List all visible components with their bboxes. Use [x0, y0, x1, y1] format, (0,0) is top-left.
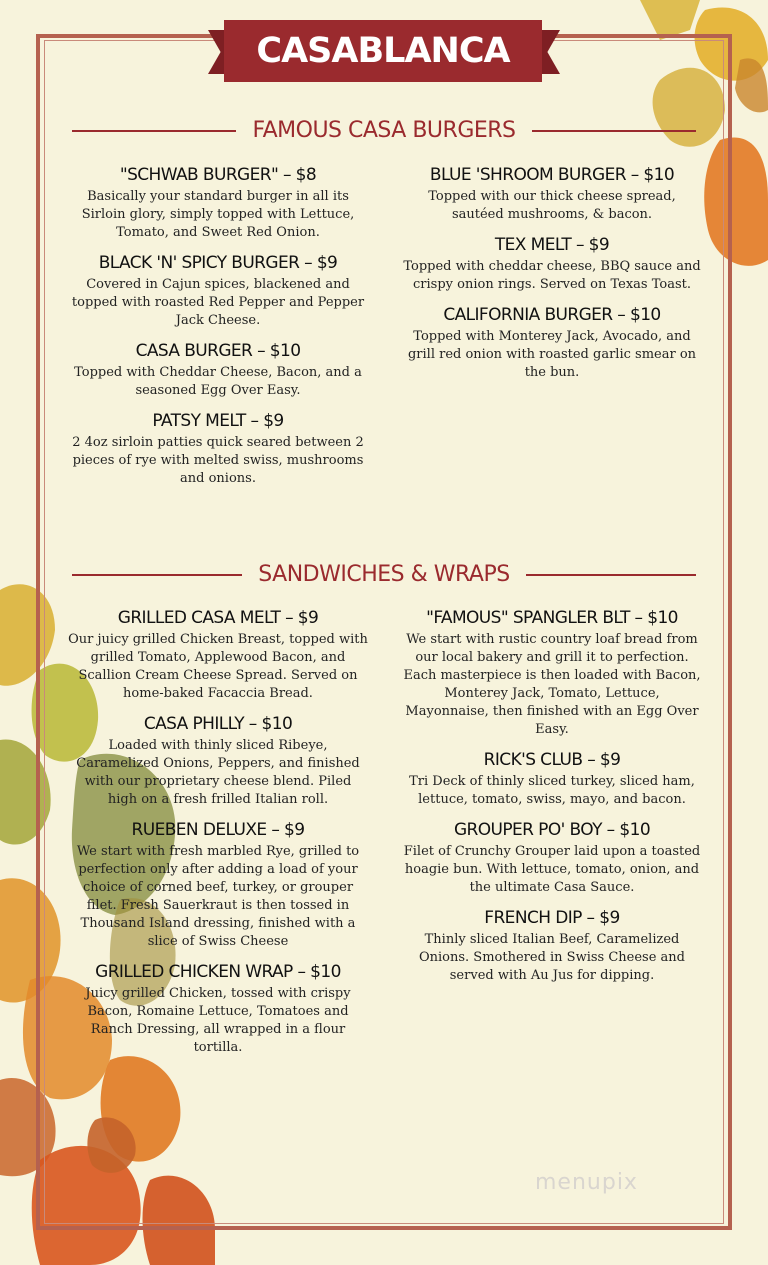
menu-item-description: We start with fresh marbled Rye, grilled to perfection only after adding a load of your choice of corned beef, turkey, or grouper filet. Fresh Sauerkraut is then tossed in Thousand Island dressing, finished with a slice of Swiss Cheese	[76, 844, 360, 949]
menu-item-name: TEX MELT – $9	[494, 235, 610, 255]
menu-item-name: GRILLED CASA MELT – $9	[117, 608, 319, 628]
sandwiches-right-column	[402, 607, 702, 995]
menu-item-name: PATSY MELT – $9	[152, 411, 284, 431]
menu-item-description: Tri Deck of thinly sliced turkey, sliced ham, lettuce, tomato, swiss, mayo, and bacon.	[409, 774, 695, 807]
menu-item	[68, 607, 368, 703]
menu-item	[68, 713, 368, 809]
menu-item	[68, 164, 368, 242]
sandwiches-left-column	[68, 607, 368, 1067]
menu-item-name: GRILLED CHICKEN WRAP – $10	[95, 962, 341, 982]
menu-item-description: Covered in Cajun spices, blackened and topped with roasted Red Pepper and Pepper Jack Cheese.	[71, 277, 365, 328]
watermark: menupix	[535, 1170, 638, 1195]
restaurant-banner	[224, 20, 542, 82]
menu-item-name: RUEBEN DELUXE – $9	[131, 820, 305, 840]
menu-item-description: Topped with our thick cheese spread, sautéed mushrooms, & bacon.	[428, 189, 676, 222]
menu-item	[402, 819, 702, 897]
section-header-burgers	[72, 118, 696, 143]
section-title: SANDWICHES & WRAPS	[258, 562, 510, 587]
menu-item-name: RICK'S CLUB – $9	[483, 750, 621, 770]
menu-item	[68, 961, 368, 1057]
menu-item-description: 2 4oz sirloin patties quick seared between 2 pieces of rye with melted swiss, mushrooms and onions.	[72, 435, 364, 486]
menu-item-name: BLUE 'SHROOM BURGER – $10	[429, 165, 675, 185]
menu-item	[402, 234, 702, 294]
menu-item	[68, 252, 368, 330]
menu-item-name: "SCHWAB BURGER" – $8	[119, 165, 317, 185]
divider	[532, 130, 696, 132]
burgers-left-column	[68, 164, 368, 498]
burgers-right-column	[402, 164, 702, 392]
menu-item-name: BLACK 'N' SPICY BURGER – $9	[98, 253, 338, 273]
menu-item-name: FRENCH DIP – $9	[484, 908, 620, 928]
menu-item-description: Juicy grilled Chicken, tossed with crispy Bacon, Romaine Lettuce, Tomatoes and Ranch Dressing, all wrapped in a flour tortilla.	[85, 986, 351, 1055]
menu-item-name: CASA PHILLY – $10	[143, 714, 293, 734]
menu-item-name: CALIFORNIA BURGER – $10	[443, 305, 661, 325]
menu-item-name: "FAMOUS" SPANGLER BLT – $10	[426, 608, 678, 628]
menu-item-description: Thinly sliced Italian Beef, Caramelized Onions. Smothered in Swiss Cheese and served with Au Jus for dipping.	[418, 932, 685, 983]
menu-item-description: Topped with Monterey Jack, Avocado, and grill red onion with roasted garlic smear on the bun.	[407, 329, 697, 380]
menu-item	[402, 607, 702, 739]
menu-item-name: CASA BURGER – $10	[135, 341, 301, 361]
divider	[526, 574, 696, 576]
section-title: FAMOUS CASA BURGERS	[252, 118, 516, 143]
menu-item	[402, 304, 702, 382]
menu-item-description: Topped with cheddar cheese, BBQ sauce and crispy onion rings. Served on Texas Toast.	[403, 259, 701, 292]
menu-item	[402, 907, 702, 985]
menu-item-description: Basically your standard burger in all its Sirloin glory, simply topped with Lettuce, Tomato, and Sweet Red Onion.	[81, 189, 355, 240]
menu-item-description: We start with rustic country loaf bread from our local bakery and grill it to perfection. Each masterpiece is then loaded with Bacon, Monterey Jack, Tomato, Lettuce, Mayonnaise, then finished with an Egg Over Easy.	[403, 632, 701, 737]
menu-item	[402, 749, 702, 809]
divider	[72, 574, 242, 576]
menu-item-name: GROUPER PO' BOY – $10	[453, 820, 651, 840]
restaurant-name: CASABLANCA	[256, 31, 510, 71]
menu-item-description: Our juicy grilled Chicken Breast, topped with grilled Tomato, Applewood Bacon, and Scallion Cream Cheese Spread. Served on home-baked Facaccia Bread.	[68, 632, 368, 701]
menu-item	[68, 340, 368, 400]
section-header-sandwiches	[72, 562, 696, 587]
menu-item-description: Filet of Crunchy Grouper laid upon a toasted hoagie bun. With lettuce, tomato, onion, and the ultimate Casa Sauce.	[403, 844, 701, 895]
divider	[72, 130, 236, 132]
menu-item	[68, 410, 368, 488]
menu-item	[68, 819, 368, 951]
menu-item-description: Topped with Cheddar Cheese, Bacon, and a seasoned Egg Over Easy.	[74, 365, 362, 398]
menu-item	[402, 164, 702, 224]
menu-item-description: Loaded with thinly sliced Ribeye, Caramelized Onions, Peppers, and finished with our proprietary cheese blend. Piled high on a fresh frilled Italian roll.	[76, 738, 360, 807]
